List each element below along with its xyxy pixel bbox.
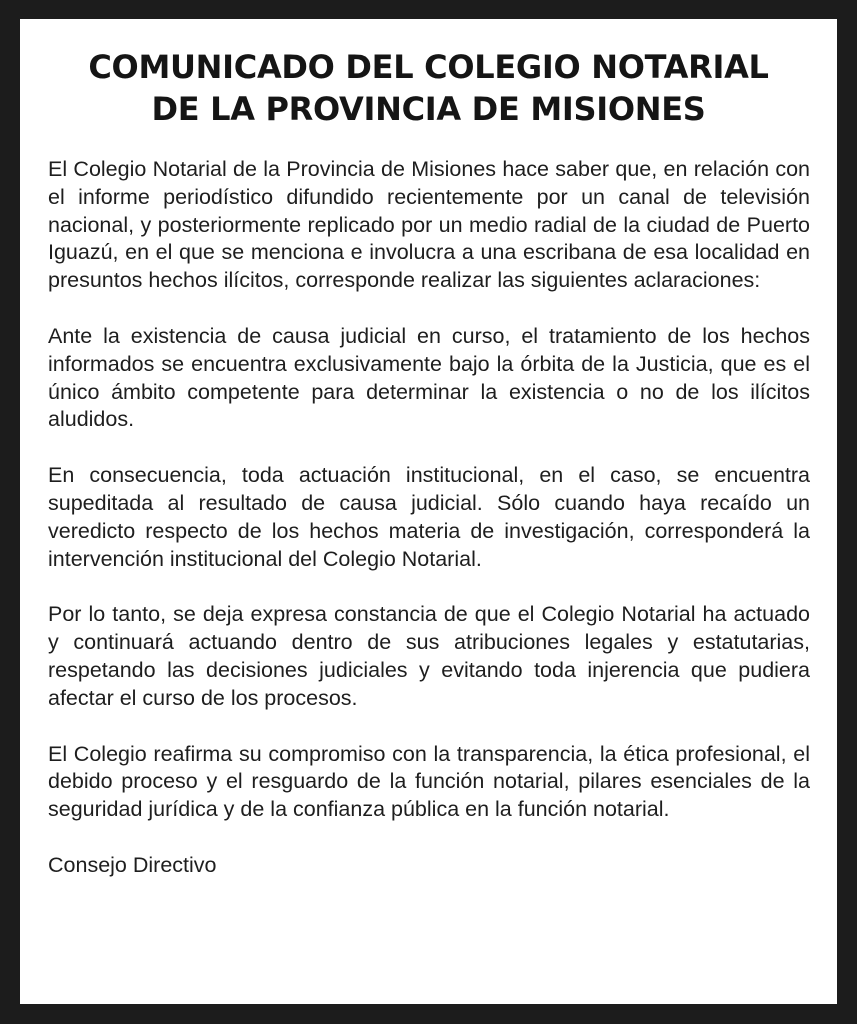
communique-body xyxy=(48,156,810,880)
page-title xyxy=(20,46,837,130)
communique-page xyxy=(20,19,837,1004)
title-line-2: DE LA PROVINCIA DE MISIONES xyxy=(151,90,706,128)
paragraph-intro: El Colegio Notarial de la Provincia de Misiones hace saber que, en relación con el informe periodístico difundido recientemente por un canal de televisión nacional, y posteriormente replicado por un medio radial de la ciudad de Puerto Iguazú, en el que se menciona e involucra a una escribana de esa localidad en presuntos hechos ilícitos, corresponde realizar las siguientes aclaraciones: xyxy=(48,157,810,293)
title-line-1: COMUNICADO DEL COLEGIO NOTARIAL xyxy=(88,48,769,86)
paragraph-record: Por lo tanto, se deja expresa constancia de que el Colegio Notarial ha actuado y continuará actuando dentro de sus atribuciones legales y estatutarias, respetando las decisiones judiciales y evitando toda injerencia que pudiera afectar el curso de los procesos. xyxy=(48,602,810,710)
paragraph-consequence: En consecuencia, toda actuación institucional, en el caso, se encuentra supeditada al resultado de causa judicial. Sólo cuando haya recaído un veredicto respecto de los hechos materia de investigación, corresponderá la intervención institucional del Colegio Notarial. xyxy=(48,463,810,571)
signature: Consejo Directivo xyxy=(48,852,217,877)
paragraph-judicial-cause: Ante la existencia de causa judicial en curso, el tratamiento de los hechos informados se encuentra exclusivamente bajo la órbita de la Justicia, que es el único ámbito competente para determinar la existencia o no de los ilícitos aludidos. xyxy=(48,323,810,432)
paragraph-commitment: El Colegio reafirma su compromiso con la transparencia, la ética profesional, el debido proceso y el resguardo de la función notarial, pilares esenciales de la seguridad jurídica y de la confianza pública en la función notarial. xyxy=(48,741,810,822)
